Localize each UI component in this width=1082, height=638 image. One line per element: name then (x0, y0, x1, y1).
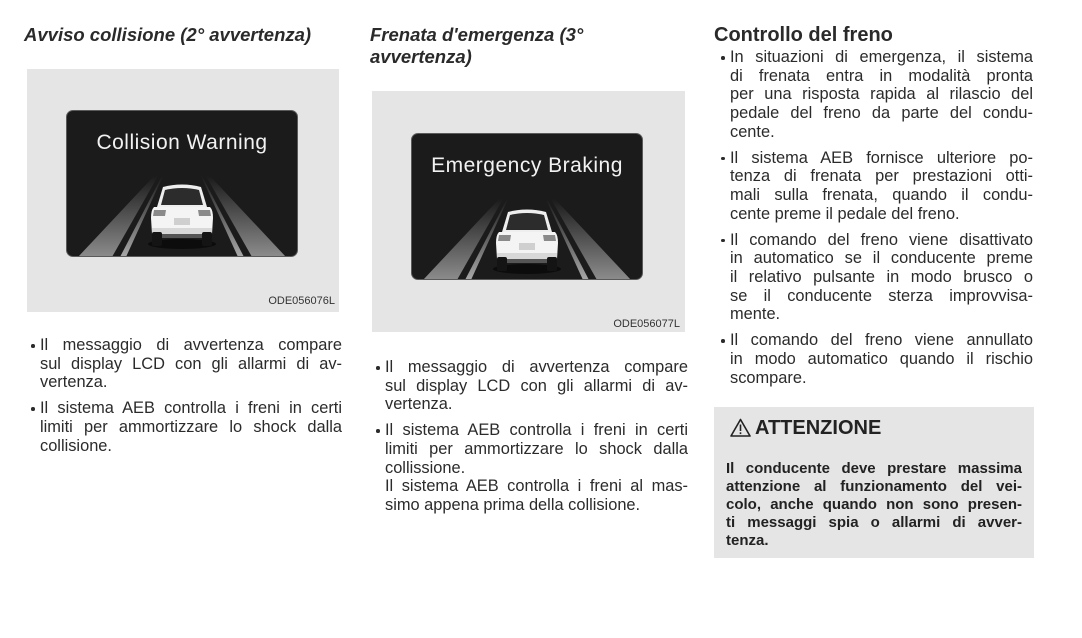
display-message: Collision Warning (96, 131, 268, 154)
text-line: mente. (730, 305, 781, 324)
list-item (730, 48, 1033, 141)
car-taillight-right (543, 235, 556, 241)
text-line: vertenza. (40, 373, 108, 392)
text-line: Il sistema AEB controlla i freni in certi (40, 399, 342, 418)
section-heading-emergency-braking (370, 24, 583, 68)
car-license-plate (519, 243, 535, 250)
heading-line: Frenata d'emergenza (3° (370, 24, 584, 45)
caution-title: ATTENZIONE (755, 417, 882, 439)
heading-line: avvertenza) (370, 46, 472, 67)
bullet-list-collision-warning (40, 336, 342, 463)
list-item (40, 399, 342, 455)
list-item (730, 331, 1033, 387)
text-line: simo appena prima della collisione. (385, 495, 641, 514)
bullet-marker (31, 344, 35, 348)
text-line: vertenza. (385, 395, 453, 414)
car-rear-view (148, 185, 216, 250)
bullet-marker (376, 429, 380, 433)
car-wheel-right (547, 257, 557, 271)
text-line: limiti per ammortizzare lo shock dalla (385, 440, 688, 459)
text-line: mali sulla frenata, quando il condu- (730, 185, 1033, 204)
list-item (385, 358, 688, 414)
bullet-marker (721, 239, 725, 243)
text-line: di frenata entra in modalità pronta (730, 66, 1033, 85)
lcd-display (411, 133, 643, 280)
text-line: Il comando del freno viene annullato (730, 331, 1033, 350)
car-taillight-left (153, 210, 166, 216)
bullet-list-brake-control (730, 48, 1033, 395)
car-taillight-right (198, 210, 211, 216)
text-line: collisione. (40, 436, 112, 455)
text-line: in modo automatico quando il rischio (730, 350, 1033, 369)
car-license-plate (174, 218, 190, 225)
car-lower-bumper (158, 234, 206, 238)
text-line: Il messaggio di avvertenza compare (40, 336, 342, 354)
right-lane-band (551, 199, 631, 280)
text-line: In situazioni di emergenza, il sistema (730, 48, 1033, 66)
text-line: colo, anche quando non sono presen- (726, 496, 1022, 513)
car-rear-window (161, 188, 203, 205)
car-lower-bumper (503, 259, 551, 263)
text-line: sul display LCD con gli allarmi di av- (40, 354, 342, 373)
text-line: cente preme il pedale del freno. (730, 204, 960, 223)
car-wheel-left (152, 232, 162, 246)
bullet-marker (721, 56, 725, 60)
bullet-marker (31, 407, 35, 411)
text-line: il relativo pulsante in modo brusco o (730, 268, 1033, 287)
list-item (730, 149, 1033, 224)
warning-triangle-icon (730, 418, 751, 437)
list-item (385, 421, 688, 514)
bullet-marker (721, 157, 725, 161)
figure-code: ODE056077L (613, 318, 680, 330)
text-line: tenza di frenata per prestazioni otti- (730, 167, 1033, 186)
text-line: scompare. (730, 368, 807, 387)
text-line: per una risposta rapida al rilascio del (730, 85, 1033, 104)
bullet-list-emergency-braking (385, 358, 688, 522)
list-item (40, 336, 342, 392)
text-line: Il conducente deve prestare massima (726, 460, 1022, 477)
text-line: cente. (730, 122, 775, 141)
car-wheel-right (202, 232, 212, 246)
text-line: ti messaggi spia o allarmi di avver- (726, 514, 1022, 531)
bullet-marker (376, 366, 380, 370)
car-rear-view (493, 210, 561, 275)
list-item (730, 231, 1033, 324)
text-line: collissione. (385, 458, 466, 477)
text-line: Il messaggio di avvertenza compare (385, 358, 688, 376)
text-line: Il sistema AEB controlla i freni al mas- (385, 477, 688, 496)
text-line: Il sistema AEB controlla i freni in certi (385, 421, 688, 440)
caution-text (726, 460, 1022, 550)
figure-collision-warning (27, 69, 339, 312)
left-lane-band (78, 176, 158, 257)
right-lane-band (206, 176, 286, 257)
car-taillight-left (498, 235, 511, 241)
section-heading-collision-warning: Avviso collisione (2° avvertenza) (24, 24, 312, 45)
text-line: in automatico se il conducente preme (730, 249, 1033, 268)
text-line: tenza. (726, 532, 769, 549)
bullet-marker (721, 339, 725, 343)
lcd-display (66, 110, 298, 257)
car-wheel-left (497, 257, 507, 271)
section-heading-brake-control: Controllo del freno (714, 24, 893, 46)
figure-code: ODE056076L (268, 295, 335, 307)
left-lane-band (423, 199, 503, 280)
text-line: limiti per ammortizzare lo shock dalla (40, 418, 342, 437)
car-rear-window (506, 213, 548, 230)
caution-box (714, 407, 1034, 558)
text-line: pedale del freno da parte del condu- (730, 103, 1033, 122)
text-line: sul display LCD con gli allarmi di av- (385, 376, 688, 395)
figure-emergency-braking (372, 91, 685, 332)
text-line: se il conducente sterza improvvisa- (730, 286, 1033, 305)
text-line: Il comando del freno viene disattivato (730, 230, 1033, 249)
text-line: attenzione al funzionamento del vei- (726, 478, 1022, 495)
display-message: Emergency Braking (431, 154, 623, 177)
text-line: Il sistema AEB fornisce ulteriore po- (730, 148, 1033, 167)
